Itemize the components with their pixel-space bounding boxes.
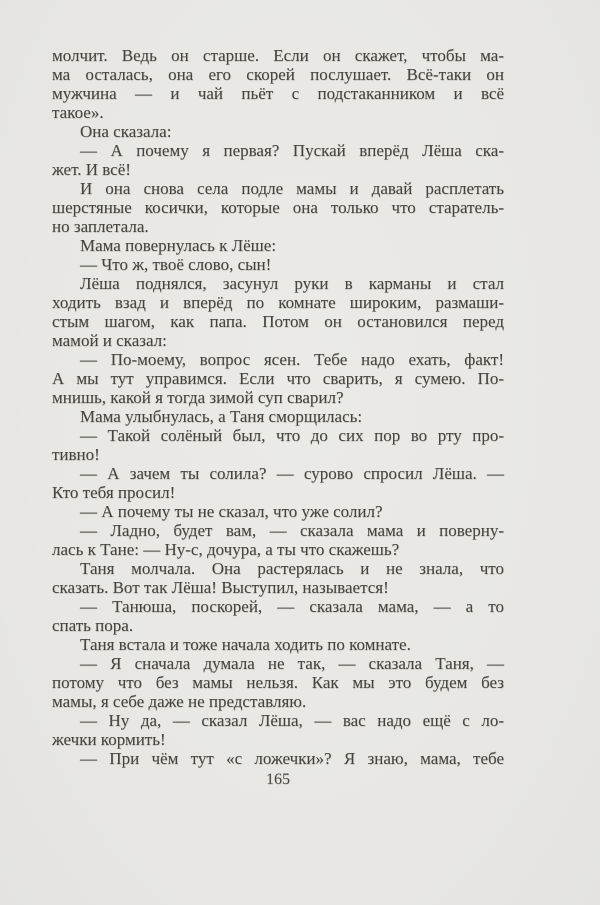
text-line: — Ну да, — сказал Лёша, — вас надо ещё с ло- (80, 711, 504, 730)
text-line: — По-моему, вопрос ясен. Тебе надо ехать, факт! (80, 350, 504, 369)
text-line: тивно! (52, 445, 100, 464)
text-line: мужчина — и чай пьёт с подстаканником и всё (52, 84, 504, 103)
text-line: А мы тут управимся. Если что сварить, я сумею. По- (52, 369, 504, 388)
page-number: 165 (266, 771, 290, 788)
text-block (52, 46, 504, 768)
text-line: потому что без мамы нельзя. Как мы это будем без (52, 673, 504, 692)
text-line: спать пора. (52, 616, 134, 635)
text-line: мамой и сказал: (52, 331, 167, 350)
text-line: молчит. Ведь он старше. Если он скажет, чтобы ма- (52, 46, 504, 65)
text-line: Таня молчала. Она растерялась и не знала, что (80, 559, 504, 578)
text-line: Кто тебя просил! (52, 483, 176, 502)
text-line: Мама улыбнулась, а Таня сморщилась: (80, 407, 363, 426)
text-line: Таня встала и тоже начала ходить по комнате. (80, 635, 411, 654)
text-line: — Ладно, будет вам, — сказала мама и поверну- (80, 521, 504, 540)
text-line: И она снова села подле мамы и давай расплетать (80, 179, 504, 198)
text-line: — Я сначала думала не так, — сказала Таня, — (80, 654, 504, 673)
text-line: — Что ж, твоё слово, сын! (80, 255, 272, 274)
text-line: жет. И всё! (52, 160, 131, 179)
text-line: шерстяные косички, которые она только что старатель- (52, 198, 504, 217)
text-line: сказать. Вот так Лёша! Выступил, называется! (52, 578, 389, 597)
text-line: такое». (52, 103, 104, 122)
text-line: — А зачем ты солила? — сурово спросил Лёша. — (80, 464, 504, 483)
text-line: ходить взад и вперёд по комнате широким, размаши- (52, 293, 504, 312)
text-line: но заплетала. (52, 217, 149, 236)
text-line: Она сказала: (80, 122, 172, 141)
text-line: Лёша поднялся, засунул руки в карманы и стал (80, 274, 504, 293)
text-line: стым шагом, как папа. Потом он остановился перед (52, 312, 504, 331)
text-line: жечки кормить! (52, 730, 166, 749)
text-line: ма осталась, она его скорей послушает. Всё-таки он (52, 65, 504, 84)
text-line: Мама повернулась к Лёше: (80, 236, 277, 255)
text-line: — А почему ты не сказал, что уже солил? (80, 502, 383, 521)
text-line: лась к Тане: — Ну-с, дочура, а ты что скажешь? (52, 540, 400, 559)
text-line: мамы, я себе даже не представляю. (52, 692, 307, 711)
text-line: — Такой солёный был, что до сих пор во рту про- (80, 426, 504, 445)
text-line: — Танюша, поскорей, — сказала мама, — а то (80, 597, 504, 616)
text-line: — А почему я первая? Пускай вперёд Лёша ска- (80, 141, 504, 160)
text-line: мнишь, какой я тогда зимой суп сварил? (52, 388, 344, 407)
text-line: — При чём тут «с ложечки»? Я знаю, мама, тебе (80, 749, 504, 768)
